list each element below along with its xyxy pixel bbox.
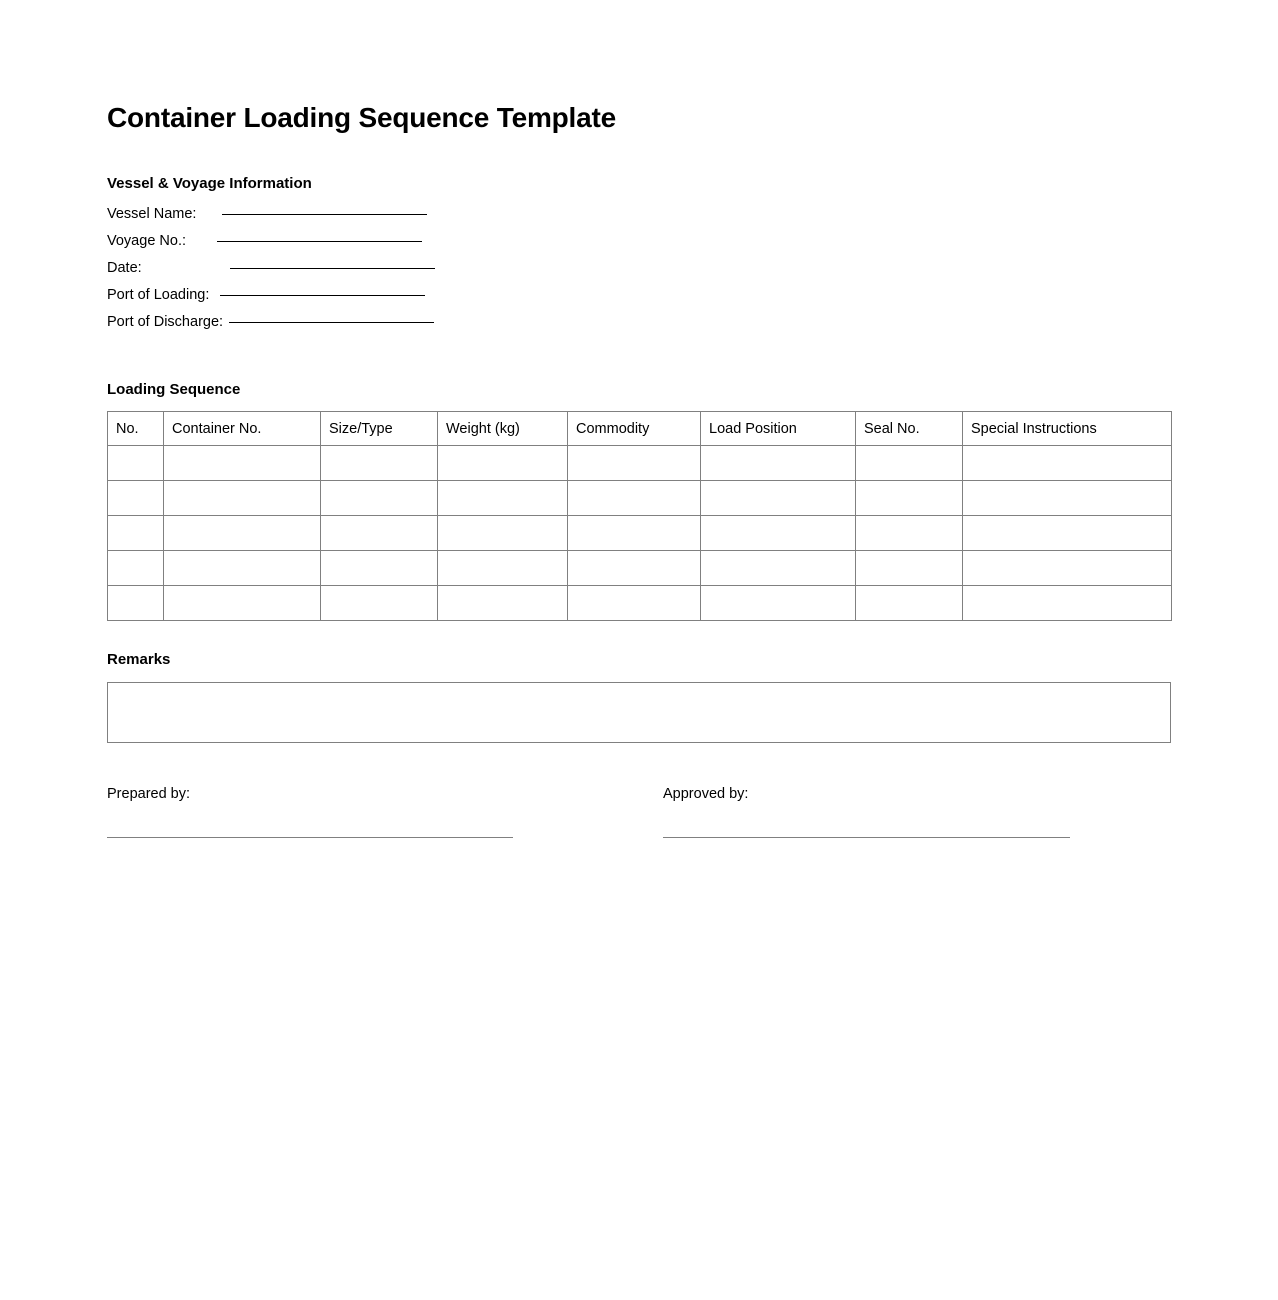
field-label-port-of-loading: Port of Loading: — [107, 286, 210, 303]
cell-no[interactable] — [108, 481, 164, 516]
cell-commodity[interactable] — [568, 516, 701, 551]
cell-size-type[interactable] — [321, 551, 438, 586]
table-row — [108, 586, 1172, 621]
column-header-container-no: Container No. — [164, 412, 321, 446]
cell-container-no[interactable] — [164, 551, 321, 586]
cell-special-instructions[interactable] — [963, 586, 1172, 621]
column-header-special-instructions: Special Instructions — [963, 412, 1172, 446]
cell-seal-no[interactable] — [856, 446, 963, 481]
cell-load-position[interactable] — [701, 551, 856, 586]
cell-commodity[interactable] — [568, 586, 701, 621]
cell-container-no[interactable] — [164, 516, 321, 551]
column-header-load-position: Load Position — [701, 412, 856, 446]
signature-block-prepared-by — [107, 787, 513, 839]
table-row — [108, 516, 1172, 551]
cell-special-instructions[interactable] — [963, 446, 1172, 481]
field-label-port-of-discharge: Port of Discharge: — [107, 313, 224, 330]
field-blank-date[interactable] — [230, 268, 435, 269]
table-header-row — [108, 412, 1172, 446]
cell-no[interactable] — [108, 446, 164, 481]
cell-no[interactable] — [108, 586, 164, 621]
cell-container-no[interactable] — [164, 586, 321, 621]
cell-seal-no[interactable] — [856, 481, 963, 516]
column-header-seal-no: Seal No. — [856, 412, 963, 446]
signature-line-approved-by[interactable] — [663, 837, 1070, 838]
loading-sequence-table — [107, 411, 1172, 621]
cell-weight[interactable] — [438, 481, 568, 516]
document-content — [107, 0, 1171, 857]
cell-size-type[interactable] — [321, 481, 438, 516]
cell-special-instructions[interactable] — [963, 516, 1172, 551]
cell-seal-no[interactable] — [856, 551, 963, 586]
field-row-voyage-no — [107, 233, 1171, 260]
cell-size-type[interactable] — [321, 446, 438, 481]
cell-weight[interactable] — [438, 516, 568, 551]
field-row-port-of-discharge — [107, 314, 1171, 341]
field-row-port-of-loading — [107, 287, 1171, 314]
cell-commodity[interactable] — [568, 551, 701, 586]
cell-seal-no[interactable] — [856, 586, 963, 621]
field-label-voyage-no: Voyage No.: — [107, 232, 186, 249]
column-header-no: No. — [108, 412, 164, 446]
cell-load-position[interactable] — [701, 516, 856, 551]
vessel-voyage-field-list — [107, 206, 1171, 341]
section-heading-remarks: Remarks — [107, 651, 171, 668]
cell-load-position[interactable] — [701, 586, 856, 621]
field-blank-port-of-loading[interactable] — [220, 295, 425, 296]
section-heading-vessel-voyage: Vessel & Voyage Information — [107, 175, 312, 192]
field-row-date — [107, 260, 1171, 287]
field-label-vessel-name: Vessel Name: — [107, 205, 197, 222]
signature-label-prepared-by: Prepared by: — [107, 785, 191, 802]
cell-weight[interactable] — [438, 586, 568, 621]
column-header-weight: Weight (kg) — [438, 412, 568, 446]
signature-area — [107, 787, 1171, 857]
table-row — [108, 551, 1172, 586]
column-header-commodity: Commodity — [568, 412, 701, 446]
cell-commodity[interactable] — [568, 446, 701, 481]
cell-size-type[interactable] — [321, 516, 438, 551]
table-row — [108, 481, 1172, 516]
table-body — [108, 446, 1172, 621]
signature-line-prepared-by[interactable] — [107, 837, 513, 838]
cell-weight[interactable] — [438, 551, 568, 586]
cell-load-position[interactable] — [701, 481, 856, 516]
cell-no[interactable] — [108, 551, 164, 586]
field-blank-voyage-no[interactable] — [217, 241, 422, 242]
section-heading-loading-sequence: Loading Sequence — [107, 380, 241, 398]
cell-container-no[interactable] — [164, 446, 321, 481]
remarks-input[interactable] — [107, 682, 1171, 743]
cell-no[interactable] — [108, 516, 164, 551]
signature-block-approved-by — [663, 787, 1070, 839]
field-blank-port-of-discharge[interactable] — [229, 322, 434, 323]
signature-label-approved-by: Approved by: — [663, 785, 749, 802]
cell-special-instructions[interactable] — [963, 481, 1172, 516]
field-row-vessel-name — [107, 206, 1171, 233]
column-header-size-type: Size/Type — [321, 412, 438, 446]
table-header — [108, 412, 1172, 446]
table-row — [108, 446, 1172, 481]
cell-load-position[interactable] — [701, 446, 856, 481]
field-blank-vessel-name[interactable] — [222, 214, 427, 215]
cell-weight[interactable] — [438, 446, 568, 481]
cell-commodity[interactable] — [568, 481, 701, 516]
cell-seal-no[interactable] — [856, 516, 963, 551]
cell-size-type[interactable] — [321, 586, 438, 621]
field-label-date: Date: — [107, 259, 142, 276]
page-title: Container Loading Sequence Template — [107, 102, 617, 133]
cell-container-no[interactable] — [164, 481, 321, 516]
cell-special-instructions[interactable] — [963, 551, 1172, 586]
